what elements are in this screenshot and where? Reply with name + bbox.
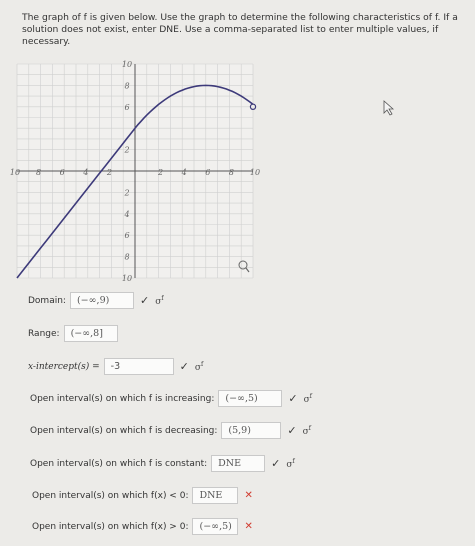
x-intercept-row <box>28 358 203 375</box>
range-row <box>28 325 118 342</box>
negative-input[interactable]: DNE <box>192 487 238 504</box>
x-tick-label: 8 <box>228 168 234 177</box>
domain-label: Domain: <box>28 295 66 306</box>
check-icon: ✓ <box>287 424 297 437</box>
increasing-label: Open interval(s) on which f is increasing: <box>30 393 215 404</box>
sigma-icon[interactable]: $\sigma^f$ <box>194 360 204 373</box>
domain-row <box>28 292 164 309</box>
instructions-text: The graph of f is given below. Use the graph to determine the following characteristics of f. If a solution does not exist, enter DNE. Use a comma-separated list to enter multiple values, if necessary. <box>22 12 458 47</box>
positive-input[interactable]: (−∞,5) <box>192 518 238 535</box>
negative-row <box>32 487 253 504</box>
increasing-row <box>30 390 312 407</box>
increasing-input[interactable]: (−∞,5) <box>218 390 282 407</box>
sigma-icon[interactable]: $\sigma^f$ <box>286 457 295 470</box>
decreasing-label: Open interval(s) on which f is decreasing: <box>30 425 218 436</box>
x-tick-label: 4 <box>181 168 187 177</box>
incorrect-icon: ✕ <box>244 521 253 532</box>
x-tick-label: 6 <box>59 168 65 177</box>
constant-row <box>30 455 295 472</box>
constant-label: Open interval(s) on which f is constant: <box>30 458 208 469</box>
x-tick-label: 2 <box>158 168 164 177</box>
negative-label: Open interval(s) on which f(x) < 0: <box>32 490 189 501</box>
x-tick-label: 10 <box>9 168 21 177</box>
y-tick-label: 4 <box>124 209 130 219</box>
x-tick-label: 2 <box>106 168 112 177</box>
x-tick-label: 4 <box>83 168 89 177</box>
check-icon: ✓ <box>179 360 189 373</box>
sigma-icon[interactable]: $\sigma^f$ <box>302 424 312 437</box>
domain-input[interactable]: (−∞,9) <box>70 292 134 309</box>
y-tick-label: 2 <box>124 188 130 198</box>
y-tick-label: 8 <box>124 81 130 91</box>
x-tick-label: 6 <box>205 168 211 177</box>
check-icon: ✓ <box>271 457 281 470</box>
range-input[interactable]: (−∞,8] <box>64 325 118 342</box>
check-icon: ✓ <box>139 294 150 307</box>
decreasing-input[interactable]: (5,9) <box>221 422 281 439</box>
y-tick-label: 10 <box>121 60 133 69</box>
sigma-icon[interactable]: $\sigma^f$ <box>303 392 312 405</box>
incorrect-icon: ✕ <box>244 490 253 501</box>
range-label: Range: <box>28 328 60 339</box>
decreasing-row <box>30 422 311 439</box>
check-icon: ✓ <box>288 392 298 405</box>
x-intercept-label: x-intercept(s) = <box>28 361 100 372</box>
x-tick-label: 8 <box>36 168 42 177</box>
y-tick-label: 10 <box>121 274 133 283</box>
positive-label: Open interval(s) on which f(x) > 0: <box>32 521 189 532</box>
y-tick-label: 8 <box>124 252 130 262</box>
graph-grid <box>17 64 253 278</box>
cursor-arrow-icon <box>384 101 393 115</box>
positive-row <box>32 518 253 535</box>
y-tick-label: 6 <box>124 231 130 241</box>
y-tick-label: 6 <box>124 102 130 112</box>
x-intercept-input[interactable]: -3 <box>104 358 174 375</box>
constant-input[interactable]: DNE <box>211 455 265 472</box>
sigma-icon[interactable]: $\sigma^f$ <box>155 294 164 307</box>
open-endpoint-marker <box>250 104 255 109</box>
x-tick-label: 10 <box>249 168 261 177</box>
y-tick-label: 2 <box>124 145 130 155</box>
